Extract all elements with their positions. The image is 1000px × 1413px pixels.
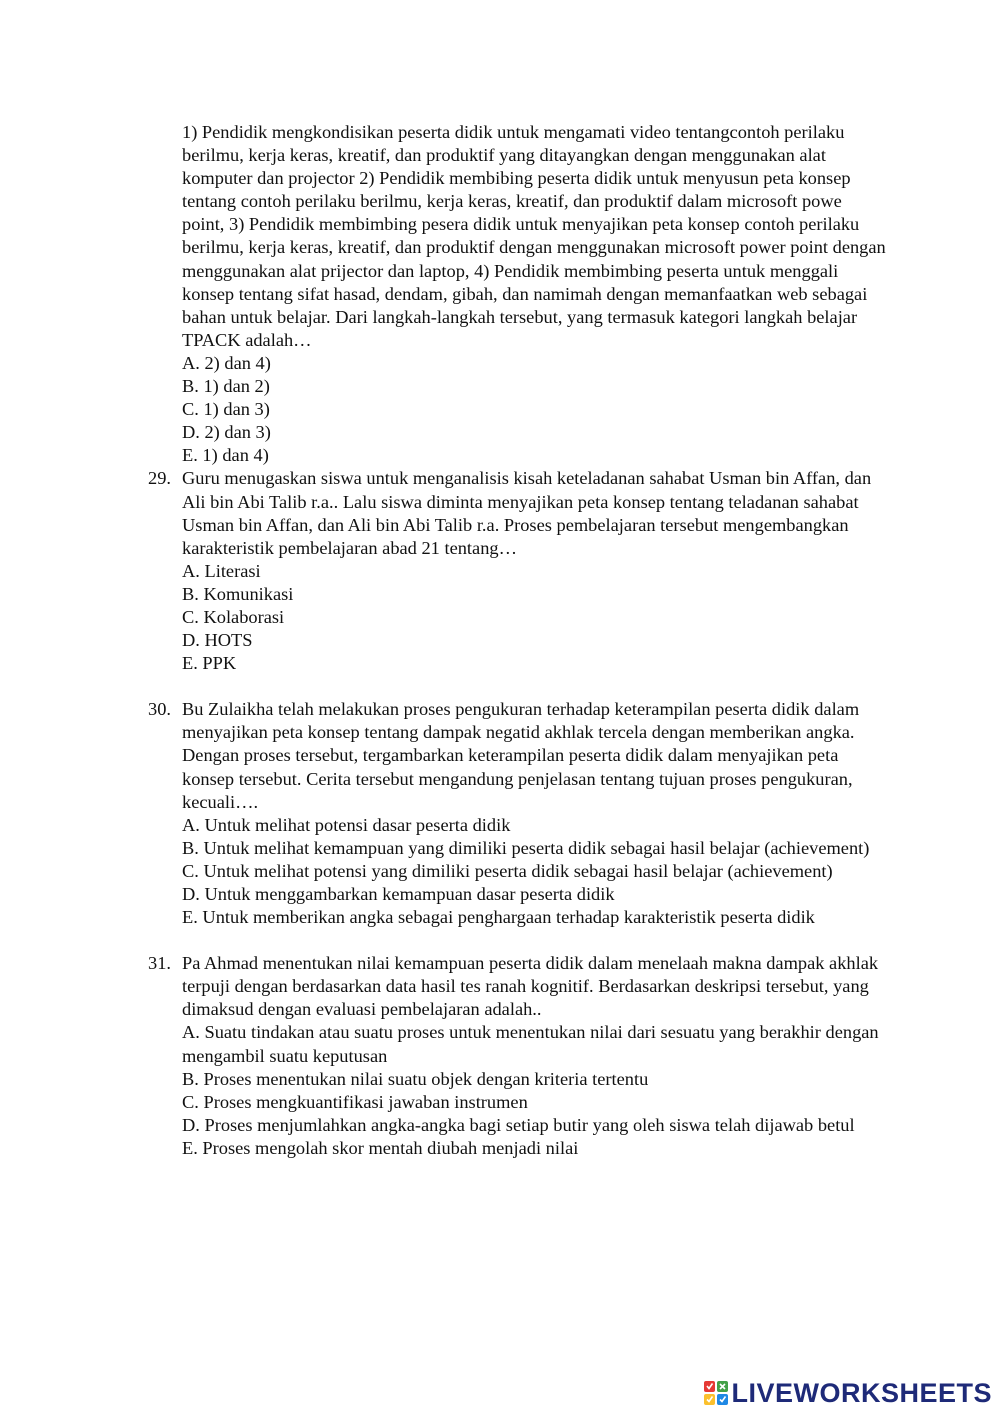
question-content (148, 121, 888, 1160)
question-28-option-d: D. 2) dan 3) (182, 422, 271, 443)
question-31-option-c: C. Proses mengkuantifikasi jawaban instrumen (182, 1091, 528, 1112)
question-30-option-c: C. Untuk melihat potensi yang dimiliki peserta didik sebagai hasil belajar (achievement) (182, 860, 833, 881)
question-31-option-a: A. Suatu tindakan atau suatu proses untuk menentukan nilai dari sesuatu yang berakhir dengan mengambil suatu keputusan (182, 1022, 879, 1066)
question-30-text: Bu Zulaikha telah melakukan proses pengukuran terhadap keterampilan peserta didik dalam menyajikan peta konsep tentang dampak negatid akhlak tercela dengan memberikan angka. Dengan proses tersebut, tergambarkan keterampilan peserta didik dalam menyajikan peta konsep tersebut. Cerita tersebut mengandung penjelasan tentang tujuan proses pengukuran, kecuali…. (182, 699, 860, 812)
question-28-text: 1) Pendidik mengkondisikan peserta didik untuk mengamati video tentangcontoh perilaku berilmu, kerja keras, kreatif, dan produktif yang ditayangkan dengan menggunakan alat komputer dan projector 2) Pendidik membibing peserta didik untuk menyusun peta konsep tentang contoh perilaku berilmu, kerja keras, kreatif, dan produktif dalam microsoft powe point, 3) Pendidik membimbing pesera didik untuk menyajikan peta konsep contoh perilaku berilmu, kerja keras, kreatif, dan produktif dengan menggunakan microsoft power point dengan menggunakan alat prijector dan laptop, 4) Pendidik membimbing peserta untuk menggali konsep tentang sifat hasad, dendam, gibah, dan namimah dengan memanfaatkan web sebagai bahan untuk belajar. Dari langkah-langkah tersebut, yang termasuk kategori langkah belajar TPACK adalah… (182, 122, 886, 350)
question-29-option-b: B. Komunikasi (182, 583, 294, 604)
spacer (148, 929, 888, 952)
question-29-option-a: A. Literasi (182, 560, 261, 581)
question-31-option-b: B. Proses menentukan nilai suatu objek dengan kriteria tertentu (182, 1068, 649, 1089)
question-28-continuation (148, 121, 888, 467)
question-28-option-e: E. 1) dan 4) (182, 445, 269, 466)
question-30-option-a: A. Untuk melihat potensi dasar peserta didik (182, 814, 511, 835)
question-31-option-d: D. Proses menjumlahkan angka-angka bagi setiap butir yang oleh siswa telah dijawab betul (182, 1114, 855, 1135)
question-30-option-b: B. Untuk melihat kemampuan yang dimiliki peserta didik sebagai hasil belajar (achievement) (182, 837, 870, 858)
question-31-option-e: E. Proses mengolah skor mentah diubah menjadi nilai (182, 1137, 579, 1158)
question-31 (148, 952, 888, 1160)
liveworksheets-wordmark: LIVEWORKSHEETS (731, 1377, 992, 1408)
question-28-option-c: C. 1) dan 3) (182, 399, 270, 420)
question-29-option-e: E. PPK (182, 653, 237, 674)
question-30-option-e: E. Untuk memberikan angka sebagai penghargaan terhadap karakteristik peserta didik (182, 907, 815, 928)
liveworksheets-logo (703, 1376, 992, 1410)
question-30-option-d: D. Untuk menggambarkan kemampuan dasar peserta didik (182, 884, 615, 904)
question-31-text: Pa Ahmad menentukan nilai kemampuan peserta didik dalam menelaah makna dampak akhlak terpuji dengan berdasarkan data hasil tes ranah kognitif. Berdasarkan deskripsi tersebut, yang dimaksud dengan evaluasi pembelajaran adalah.. (182, 953, 879, 1020)
question-29-option-c: C. Kolaborasi (182, 606, 285, 627)
question-30 (148, 698, 888, 929)
question-28-option-a: A. 2) dan 4) (182, 352, 271, 373)
question-29-text: Guru menugaskan siswa untuk menganalisis kisah keteladanan sahabat Usman bin Affan, dan Ali bin Abi Talib r.a.. Lalu siswa diminta menyajikan peta konsep tentang teladanan sahabat Usman bin Affan, dan Ali bin Abi Talib r.a. Proses pembelajaran tersebut mengembangkan karakteristik pembelajaran abad 21 tentang… (182, 468, 872, 558)
question-31-number: 31. (148, 953, 171, 974)
spacer (148, 675, 888, 698)
question-29 (148, 467, 888, 675)
liveworksheets-logo-icon (703, 1380, 729, 1406)
question-29-option-d: D. HOTS (182, 630, 253, 651)
question-29-number: 29. (148, 468, 171, 489)
question-30-number: 30. (148, 699, 171, 720)
question-28-option-b: B. 1) dan 2) (182, 376, 270, 397)
